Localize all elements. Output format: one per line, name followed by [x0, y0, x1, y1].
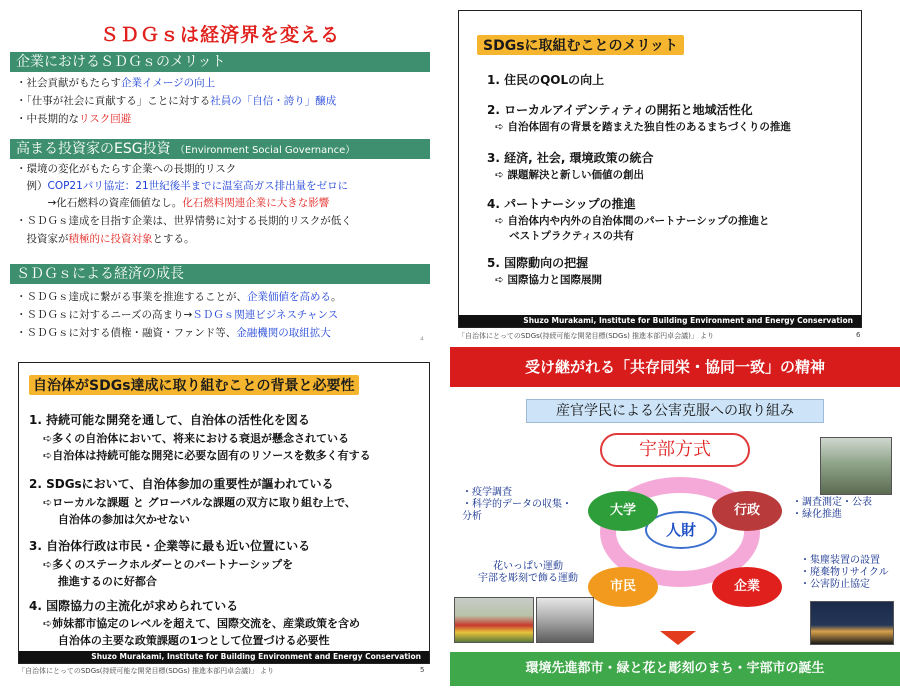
merit-item: 4. パートナーシップの推進: [487, 197, 636, 211]
slide-sdgs-merits: [458, 10, 862, 328]
bullet-line: →化石燃料の資産価値なし。化石燃料関連企業に大きな影響: [16, 197, 330, 209]
slide-ube-method: [450, 347, 900, 688]
note-university: ・疫学調査 ・科学的データの収集・ 分析: [462, 487, 572, 522]
flower-park-photo: [454, 597, 534, 643]
ube-method-label: 宇部方式: [600, 433, 750, 467]
reason-sub: ➪ローカルな課題 と グローバルな課題の双方に取り組む上で、: [43, 496, 356, 509]
bullet-line: ・社会貢献がもたらす企業イメージの向上: [16, 77, 216, 89]
hub-jinzai: 人財: [645, 511, 717, 549]
bullet-line: ・中長期的なリスク回避: [16, 113, 132, 125]
bullet-line: ・「仕事が社会に貢献する」ことに対する社員の「自信・誇り」醸成: [16, 95, 337, 107]
slide-subheader: 産官学民による公害克服への取り組み: [526, 399, 824, 423]
note-citizens: 花いっぱい運動 宇部を彫刻で飾る運動: [478, 561, 578, 584]
slide-header: 受け継がれる「共存同栄・協同一致」の精神: [450, 347, 900, 387]
bullet-line: 例）COP21パリ協定：21世紀後半までに温室高ガス排出量をゼロに: [16, 180, 349, 192]
slide-background-necessity: [18, 362, 430, 664]
slide-sdgs-economy: [0, 0, 440, 340]
section-heading-merit: 企業におけるＳＤＧｓのメリット: [10, 52, 430, 72]
reason-sub: 推進するのに好都合: [43, 575, 157, 588]
merit-sub: ➪ 課題解決と新しい価値の創出: [495, 169, 644, 181]
page-number: 4: [420, 336, 424, 340]
reason-item: 3. 自治体行政は市民・企業等に最も近い位置にいる: [29, 539, 311, 553]
node-university: 大学: [588, 491, 658, 531]
note-government: ・調査測定・公表 ・緑化推進: [792, 497, 872, 520]
reason-sub: ➪自治体は持続可能な開発に必要な固有のリソースを数多く有する: [43, 449, 371, 462]
citation: 「自治体にとってのSDGs(持続可能な開発目標(SDGs) 推進本部円卓会議)」 より: [18, 667, 275, 675]
slide-footer: Shuzo Murakami, Institute for Building Environment and Energy Conservation: [19, 651, 429, 663]
reason-sub: ➪多くの自治体において、将来における衰退が懸念されている: [43, 432, 349, 445]
slide-title: ＳＤＧｓは経済界を変える: [99, 24, 340, 46]
merit-sub: ➪ 国際協力と国際展開: [495, 274, 602, 286]
page-number: 5: [420, 666, 425, 674]
section-heading-esg: 高まる投資家のESG投資 （Environment Social Governance）: [10, 139, 430, 159]
slide-conclusion: 環境先進都市・緑と花と彫刻のまち・宇部市の誕生: [450, 652, 900, 686]
street-photo: [820, 437, 892, 495]
merit-sub: ➪ 自治体固有の背景を踏まえた独自性のあるまちづくりの推進: [495, 121, 791, 133]
reason-sub: ➪多くのステークホルダーとのパートナーシップを: [43, 558, 294, 571]
note-corporations: ・集塵装置の設置 ・廃棄物リサイクル ・公害防止協定: [800, 555, 889, 590]
sculpture-photo: [536, 597, 594, 643]
section-heading-growth: ＳＤＧｓによる経済の成長: [10, 264, 430, 284]
reason-sub: 自治体の参加は欠かせない: [43, 513, 190, 526]
merit-item: 1. 住民のQOLの向上: [487, 73, 605, 87]
slide-footer: Shuzo Murakami, Institute for Building Environment and Energy Conservation: [459, 315, 861, 327]
reason-sub: ➪姉妹都市協定のレベルを超えて、国際交流を、産業政策を含め: [43, 617, 360, 630]
bullet-line: ・環境の変化がもたらす企業への長期的リスク: [16, 163, 237, 175]
factory-night-photo: [810, 601, 894, 645]
bullet-line: ・ＳＤＧｓに対する債権・融資・ファンド等、金融機関の取組拡大: [16, 327, 331, 339]
bullet-line: 投資家が積極的に投資対象とする。: [16, 233, 195, 245]
slide-title: 自治体がSDGs達成に取り組むことの背景と必要性: [29, 375, 359, 395]
reason-sub: 自治体の主要な政策課題の1つとして位置づける必要性: [43, 634, 330, 647]
merit-item: 3. 経済, 社会, 環境政策の統合: [487, 151, 654, 165]
reason-item: 2. SDGsにおいて、自治体参加の重要性が謳われている: [29, 477, 334, 491]
slide-title: SDGsに取組むことのメリット: [477, 35, 684, 55]
page-number: 6: [856, 331, 861, 339]
bullet-line: ・ＳＤＧｓ達成に繋がる事業を推進することが、企業価値を高める。: [16, 291, 342, 303]
reason-item: 4. 国際協力の主流化が求められている: [29, 599, 239, 613]
merit-item: 2. ローカルアイデンティティの開拓と地域活性化: [487, 103, 753, 117]
merit-item: 5. 国際動向の把握: [487, 256, 589, 270]
node-citizens: 市民: [588, 567, 658, 607]
citation: 「自治体にとってのSDGs(持続可能な開発目標(SDGs) 推進本部円卓会議)」 より: [458, 332, 715, 340]
bullet-line: ・ＳＤＧｓ達成を目指す企業は、世界情勢に対する長期的リスクが低く: [16, 215, 352, 227]
down-arrow-icon: [660, 631, 696, 645]
node-corporations: 企業: [712, 567, 782, 607]
merit-sub: ➪ 自治体内や内外の自治体間のパートナーシップの推進と: [495, 215, 770, 227]
merit-sub: ベストプラクティスの共有: [495, 230, 634, 242]
reason-item: 1. 持続可能な開発を通して、自治体の活性化を図る: [29, 413, 310, 427]
bullet-line: ・ＳＤＧｓに対するニーズの高まり→ＳＤＧｓ関連ビジネスチャンス: [16, 309, 339, 321]
node-government: 行政: [712, 491, 782, 531]
